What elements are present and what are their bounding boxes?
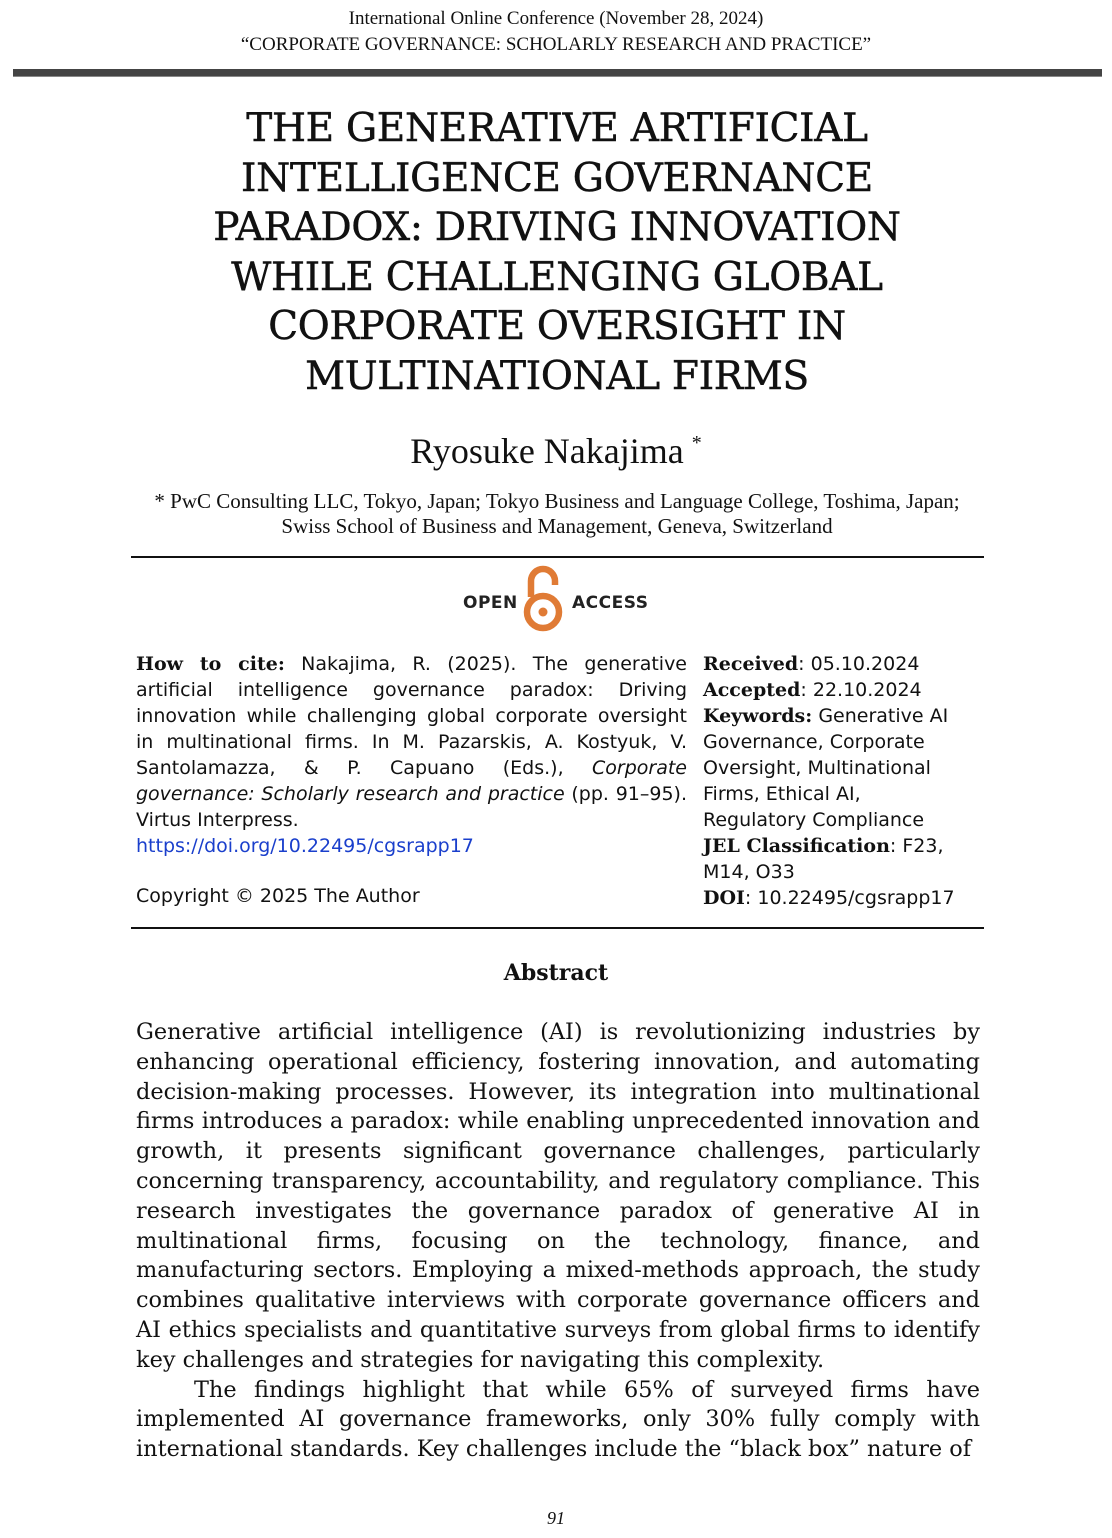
author-name: Ryosuke Nakajima — [410, 431, 684, 471]
doi-value: 10.22495/cgsrapp17 — [757, 887, 955, 909]
open-lock-icon — [522, 565, 566, 633]
citation-block — [136, 651, 687, 859]
open-access-word-access: ACCESS — [572, 593, 649, 613]
accepted-label: Accepted — [703, 679, 801, 701]
affiliation — [80, 489, 1034, 539]
copyright: Copyright © 2025 The Author — [136, 885, 420, 907]
keywords-row — [703, 703, 985, 729]
keywords-label: Keywords: — [703, 705, 813, 727]
doi-link[interactable]: https://doi.org/10.22495/cgsrapp17 — [136, 835, 474, 857]
keywords-first: Generative AI — [818, 705, 949, 727]
open-access-word-open: OPEN — [463, 593, 518, 613]
article-meta — [703, 651, 985, 911]
keywords-line: Governance, Corporate — [703, 731, 925, 753]
bottom-divider — [131, 927, 984, 929]
doi-row: DOI: 10.22495/cgsrapp17 — [703, 887, 955, 909]
received-date: 05.10.2024 — [810, 653, 920, 675]
open-access-logo — [462, 565, 652, 633]
jel-label: JEL Classification — [703, 835, 890, 857]
citation-book-title: Corporate governance: Scholarly research and practice — [136, 757, 687, 805]
conference-line: International Online Conference (November 28, 2024) — [348, 8, 764, 29]
paper-title: THE GENERATIVE ARTIFICIAL INTELLIGENCE GOVERNANCE PARADOX: DRIVING INNOVATION WHILE CHALLENGING GLOBAL CORPORATE OVERSIGHT IN MULTINATIONAL FIRMS — [213, 106, 901, 399]
citation-pages: (pp. 91–95). Virtus Interpress. — [136, 783, 687, 831]
abstract-paragraph-1: Generative artificial intelligence (AI) is revolutionizing industries by enhancing operational efficiency, fostering innovation, and automating decision-making processes. However, its integration into multinational firms introduces a paradox: while enabling unprecedented innovation and growth, it presents significant governance challenges, particularly concerning transparency, accountability, and regulatory compliance. This research investigates the governance paradox of generative AI in multinational firms, focusing on the technology, finance, and manufacturing sectors. Employing a mixed-methods approach, the study combines qualitative interviews with corporate governance officers and AI ethics specialists and quantitative surveys from global firms to identify key challenges and strategies for navigating this complexity. — [136, 1019, 980, 1373]
conference-title-line: “CORPORATE GOVERNANCE: SCHOLARLY RESEARCH AND PRACTICE” — [240, 34, 872, 55]
how-to-cite-label: How to cite: — [136, 653, 285, 675]
citation-text: Nakajima, R. (2025). The generative artificial intelligence governance paradox: Driving innovation while challenging global corporate oversight in multinational firms. In M. Pazarskis, A. Kostyuk, V. Santolamazza, & P. Capuano (Eds.), — [136, 653, 687, 779]
header-rule — [13, 69, 1102, 77]
author-affiliation-mark: * — [691, 432, 702, 454]
jel-row: JEL Classification: F23, — [703, 835, 944, 857]
keywords-line: Oversight, Multinational — [703, 757, 931, 779]
abstract-heading: Abstract — [503, 960, 609, 986]
affiliation-line-2: Swiss School of Business and Management, Geneva, Switzerland — [281, 514, 833, 538]
received-label: Received — [703, 653, 799, 675]
jel-codes-continued: M14, O33 — [703, 861, 795, 883]
doi-label: DOI — [703, 887, 745, 909]
affiliation-line-1: * PwC Consulting LLC, Tokyo, Japan; Tokyo Business and Language College, Toshima, Japan; — [154, 489, 960, 513]
received-row: Received: 05.10.2024 — [703, 653, 920, 675]
abstract-body — [136, 1018, 980, 1465]
accepted-row: Accepted: 22.10.2024 — [703, 679, 922, 701]
running-head — [0, 6, 1112, 58]
page-number: 91 — [547, 1508, 565, 1528]
keywords-line: Regulatory Compliance — [703, 809, 925, 831]
abstract-paragraph-2: The findings highlight that while 65% of surveyed firms have implemented AI governance frameworks, only 30% fully comply with international standards. Key challenges include the “black box” nature of — [136, 1376, 980, 1463]
author — [0, 420, 1112, 474]
accepted-date: 22.10.2024 — [812, 679, 922, 701]
top-divider — [131, 556, 984, 558]
jel-codes: F23, — [902, 835, 944, 857]
keywords-line: Firms, Ethical AI, — [703, 783, 861, 805]
